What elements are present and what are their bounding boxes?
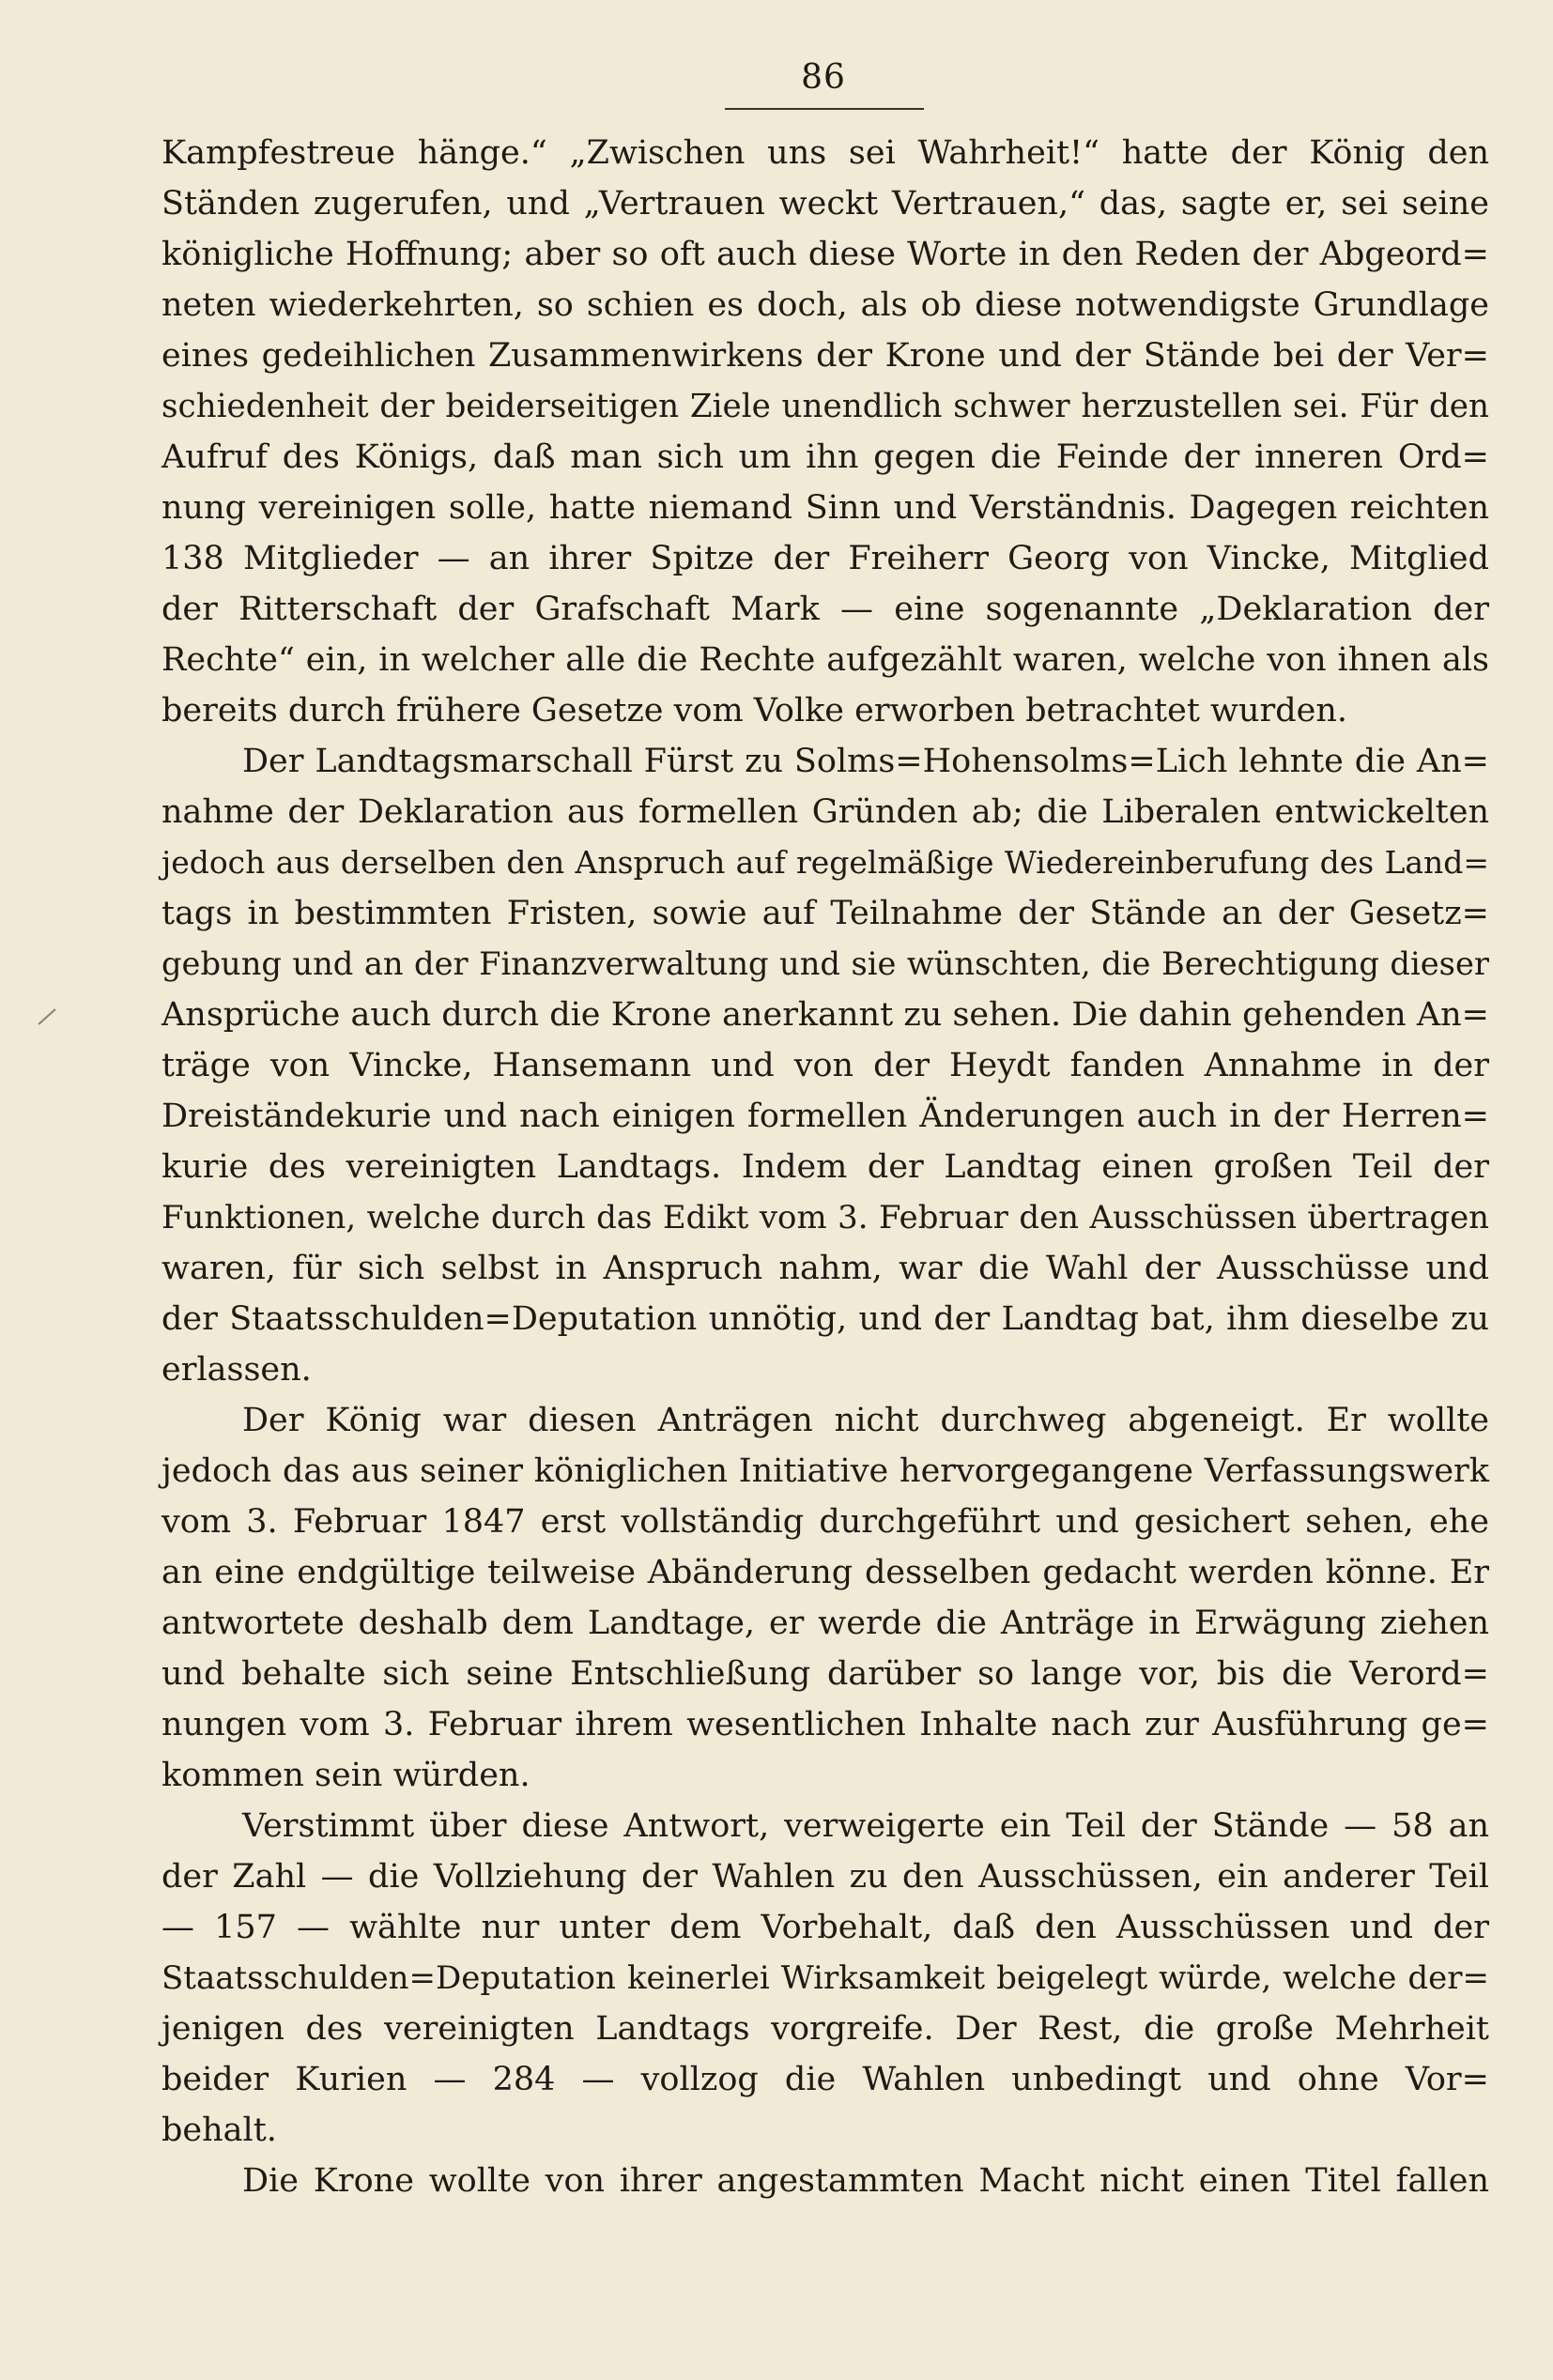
text-line: eines gedeihlichen Zusammenwirkens der Krone und der Stände bei der Ver= [161,337,1489,375]
text-line: neten wiederkehrten, so schien es doch, als ob diese notwendigste Grundlage [161,286,1489,324]
text-line: nahme der Deklaration aus formellen Gründen ab; die Liberalen entwickelten [161,793,1489,831]
text-line: Ansprüche auch durch die Krone anerkannt zu sehen. Die dahin gehenden An= [161,996,1489,1034]
text-line: Der Landtagsmarschall Fürst zu Solms=Hohensolms=Lich lehnte die An= [242,743,1489,780]
text-line: bereits durch frühere Gesetze vom Volke erworben betrachtet wurden. [161,692,1348,729]
text-line: jenigen des vereinigten Landtags vorgreife. Der Rest, die große Mehrheit [161,2010,1489,2048]
text-line: an eine endgültige teilweise Abänderung desselben gedacht werden könne. Er [161,1554,1489,1591]
text-line: der Staatsschulden=Deputation unnötig, und der Landtag bat, ihm dieselbe zu [161,1300,1489,1338]
text-line: behalt. [161,2111,277,2149]
text-line: Kampfestreue hänge.“ „Zwischen uns sei Wahrheit!“ hatte der König den [161,134,1489,172]
text-line: Aufruf des Königs, daß man sich um ihn gegen die Feinde der inneren Ord= [161,438,1489,476]
body-text [161,128,1489,2206]
text-line: nung vereinigen solle, hatte niemand Sinn und Verständnis. Dagegen reichten [161,489,1489,527]
text-line: beider Kurien — 284 — vollzog die Wahlen unbedingt und ohne Vor= [161,2061,1489,2098]
text-line: kommen sein würden. [161,1757,530,1794]
text-line: königliche Hoffnung; aber so oft auch diese Worte in den Reden der Abgeord= [161,236,1489,273]
text-line: Ständen zugerufen, und „Vertrauen weckt Vertrauen,“ das, sagte er, sei seine [161,185,1489,223]
text-line: Staatsschulden=Deputation keinerlei Wirksamkeit beigelegt würde, welche der= [161,1959,1489,1997]
margin-pencil-mark [38,1008,55,1025]
text-line: Die Krone wollte von ihrer angestammten Macht nicht einen Titel fallen [242,2162,1489,2200]
text-line: waren, für sich selbst in Anspruch nahm, war die Wahl der Ausschüsse und [161,1250,1489,1287]
text-line: Rechte“ ein, in welcher alle die Rechte aufgezählt waren, welche von ihnen als [161,641,1489,679]
page-number: 86 [801,58,846,97]
text-line: erlassen. [161,1351,312,1389]
text-line: Dreiständekurie und nach einigen formellen Änderungen auch in der Herren= [161,1098,1489,1135]
text-line: und behalte sich seine Entschließung darüber so lange vor, bis die Verord= [161,1655,1489,1693]
text-line: schiedenheit der beiderseitigen Ziele unendlich schwer herzustellen sei. Für den [161,388,1489,425]
text-line: — 157 — wählte nur unter dem Vorbehalt, daß den Ausschüssen und der [161,1909,1489,1946]
text-line: antwortete deshalb dem Landtage, er werde die Anträge in Erwägung ziehen [161,1605,1489,1642]
text-line: Verstimmt über diese Antwort, verweigerte ein Teil der Stände — 58 an [242,1807,1489,1845]
text-line: gebung und an der Finanzverwaltung und sie wünschten, die Berechtigung dieser [161,945,1489,982]
text-line: Der König war diesen Anträgen nicht durchweg abgeneigt. Er wollte [242,1402,1489,1439]
text-line: Funktionen, welche durch das Edikt vom 3. Februar den Ausschüssen übertragen [161,1199,1489,1236]
text-line: der Ritterschaft der Grafschaft Mark — eine sogenannte „Deklaration der [161,591,1489,628]
text-line: kurie des vereinigten Landtags. Indem der Landtag einen großen Teil der [161,1148,1489,1186]
text-line: träge von Vincke, Hansemann und von der Heydt fanden Annahme in der [161,1047,1489,1084]
text-line: jedoch aus derselben den Anspruch auf regelmäßige Wiedereinberufung des Land= [161,844,1489,881]
text-line: der Zahl — die Vollziehung der Wahlen zu den Ausschüssen, ein anderer Teil [161,1858,1489,1896]
text-line: tags in bestimmten Fristen, sowie auf Teilnahme der Stände an der Gesetz= [161,895,1489,932]
text-line: 138 Mitglieder — an ihrer Spitze der Freiherr Georg von Vincke, Mitglied [161,540,1489,577]
text-line: vom 3. Februar 1847 erst vollständig durchgeführt und gesichert sehen, ehe [161,1503,1489,1541]
page-number-rule [725,108,924,110]
text-line: nungen vom 3. Februar ihrem wesentlichen Inhalte nach zur Ausführung ge= [161,1706,1489,1743]
text-line: jedoch das aus seiner königlichen Initiative hervorgegangene Verfassungswerk [161,1452,1489,1490]
